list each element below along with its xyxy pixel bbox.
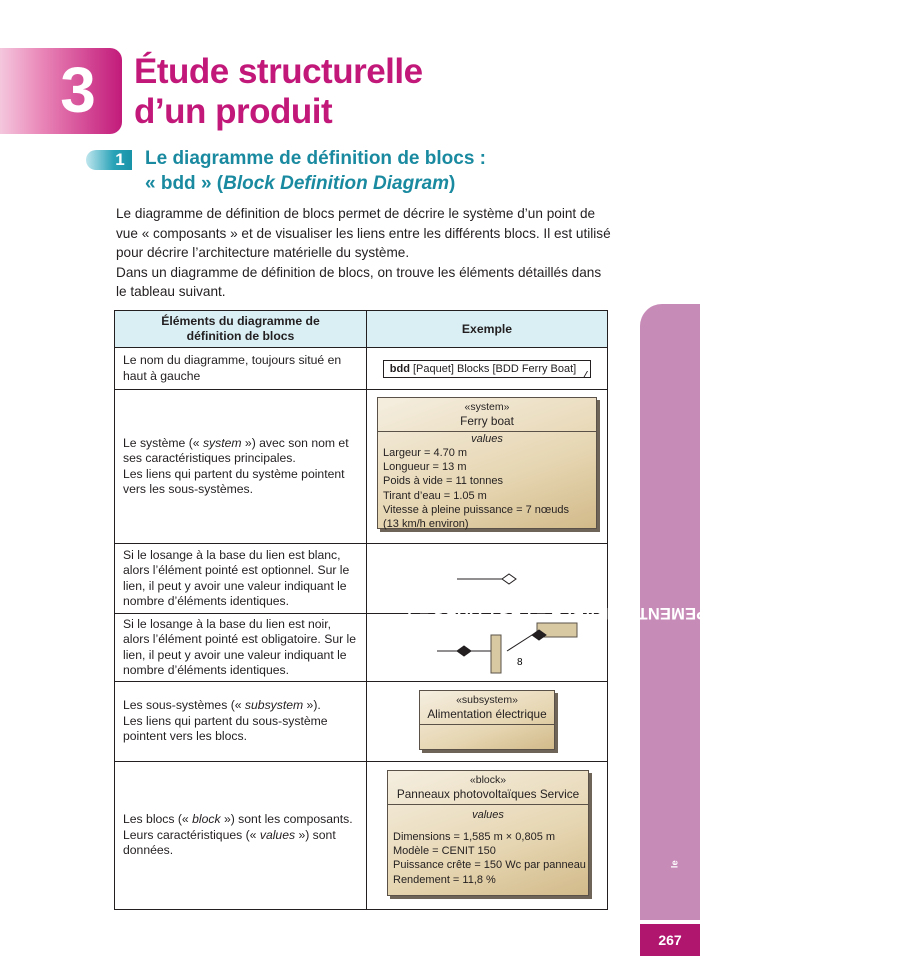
section-title-prefix: « bdd » ( xyxy=(145,173,224,194)
block-name: Panneaux photovoltaïques Service xyxy=(396,787,580,801)
table-row-system xyxy=(115,389,607,543)
system-value: Poids à vide = 11 tonnes xyxy=(383,475,503,488)
system-values-title: values xyxy=(471,433,503,445)
side-banner-main: INGÉNIERIE ET DÉVELOPPEMENT DURABLE – LES COURS – T xyxy=(404,603,916,622)
row2-text-line2: Les liens qui partent du système pointent vers les sous-systèmes. xyxy=(123,466,345,496)
row6-italic: block xyxy=(192,812,221,827)
chapter-title xyxy=(134,52,554,132)
subsystem-block xyxy=(419,690,555,750)
row1-example xyxy=(367,348,607,389)
bdd-keyword: bdd xyxy=(389,362,410,375)
row6-prefix: Les blocs (« xyxy=(123,812,193,827)
multiplicity-label: 8 xyxy=(517,656,523,668)
table-row-subsystem xyxy=(115,681,607,761)
section-title xyxy=(145,146,575,196)
section-title-suffix: ) xyxy=(449,173,456,194)
row5-text-line2: Les liens qui partent du sous-système pointent vers les blocs. xyxy=(123,713,328,744)
section-title-italic: Block Definition Diagram xyxy=(223,173,450,194)
bdd-frame-rest: [Paquet] Blocks [BDD Ferry Boat] xyxy=(409,362,577,375)
row2-description xyxy=(115,390,367,543)
white-diamond-icon xyxy=(502,574,516,584)
link-line-diagonal xyxy=(507,635,532,651)
row2-italic: system xyxy=(202,435,242,450)
system-value: Vitesse à pleine puissance = 7 nœuds xyxy=(383,503,569,516)
bdd-frame-label xyxy=(383,360,591,378)
block-value: Puissance crête = 150 Wc par panneau xyxy=(393,859,586,872)
row5-description xyxy=(115,682,367,761)
system-value: (13 km/h environ) xyxy=(383,518,469,531)
system-block-head xyxy=(378,398,596,432)
row2-example xyxy=(367,390,607,543)
intro-paragraph-2: Dans un diagramme de définition de blocs, on trouve les éléments détaillés dans le tableau suivant. xyxy=(116,264,602,299)
block-value: Rendement = 11,8 % xyxy=(393,873,496,886)
block-fragment-left xyxy=(491,635,501,673)
block-values-title: values xyxy=(472,809,504,821)
black-diamond-link-diagram xyxy=(367,615,607,681)
block-value: Modèle = CENIT 150 xyxy=(393,845,496,858)
row3-description: Si le losange à la base du lien est blanc, alors l’élément pointé est optionnel. Sur le lien, il peut y avoir une valeur indiquant le nombre d’éléments identiques. xyxy=(115,544,367,613)
system-value: Longueur = 13 m xyxy=(383,461,467,474)
subsystem-name: Alimentation électrique xyxy=(427,707,547,721)
row4-example xyxy=(367,614,607,681)
table-row-black-diamond xyxy=(115,613,607,681)
row4-description: Si le losange à la base du lien est noir, alors l’élément pointé est obligatoire. Sur le lien, il peut y avoir une valeur indiquant le nombre d’éléments identiques. xyxy=(115,614,367,681)
row5-text-line1 xyxy=(123,698,358,714)
block-element xyxy=(387,770,589,896)
row5-italic: subsystem xyxy=(244,698,304,713)
block-element-head xyxy=(388,771,588,805)
row2-text-line1 xyxy=(123,436,358,467)
intro-paragraph-1: Le diagramme de définition de blocs permet de décrire le système d’un point de vue « composants » et de visualiser les liens entre les différents blocs. Il est utilisé pour décrire l’architecture matérielle du système. xyxy=(116,206,611,260)
section-number: 1 xyxy=(115,150,125,169)
system-stereotype: «system» xyxy=(464,401,510,413)
row6-mid: ») sont les composants. Leurs caractéristiques (« xyxy=(123,812,353,842)
page-number: 267 xyxy=(640,924,700,956)
side-banner-sup: le xyxy=(669,859,680,868)
block-value: Dimensions = 1,585 m × 0,805 m xyxy=(393,831,556,843)
chapter-title-line1: Étude structurelle xyxy=(134,52,423,91)
subsystem-block-head xyxy=(420,691,554,725)
table-row-diagram-name xyxy=(115,347,607,389)
row5-example xyxy=(367,682,607,761)
row6-example xyxy=(367,762,607,909)
system-value: Largeur = 4.70 m xyxy=(383,447,468,459)
row2-suffix: ») avec son nom et ses caractéristiques principales. xyxy=(123,435,349,465)
row6-italic2: values xyxy=(259,827,296,842)
table-row-block xyxy=(115,761,607,909)
subsystem-stereotype: «subsystem» xyxy=(456,694,518,706)
section-title-line2 xyxy=(145,171,575,196)
system-block xyxy=(377,397,597,529)
header-example: Exemple xyxy=(367,311,607,347)
intro-text xyxy=(116,204,614,302)
system-name: Ferry boat xyxy=(460,414,514,428)
row6-suffix: ») sont données. xyxy=(123,827,336,858)
system-value: Tirant d’eau = 1.05 m xyxy=(383,489,487,502)
chapter-title-line2: d’un produit xyxy=(134,92,333,131)
black-diamond-icon xyxy=(457,646,471,656)
block-stereotype: «block» xyxy=(469,774,507,786)
row5-suffix: »). xyxy=(303,698,321,713)
system-values xyxy=(378,432,596,534)
section-title-line1: Le diagramme de définition de blocs : xyxy=(145,148,486,169)
row1-description: Le nom du diagramme, toujours situé en haut à gauche xyxy=(115,348,367,389)
block-values xyxy=(388,805,588,890)
row2-prefix: Le système (« xyxy=(123,435,203,450)
header-elements: Éléments du diagramme de définition de blocs xyxy=(115,311,367,347)
chapter-number: 3 xyxy=(60,54,96,126)
table-header-row xyxy=(115,311,607,347)
row6-description xyxy=(115,762,367,909)
row5-prefix: Les sous-systèmes (« xyxy=(123,698,245,713)
